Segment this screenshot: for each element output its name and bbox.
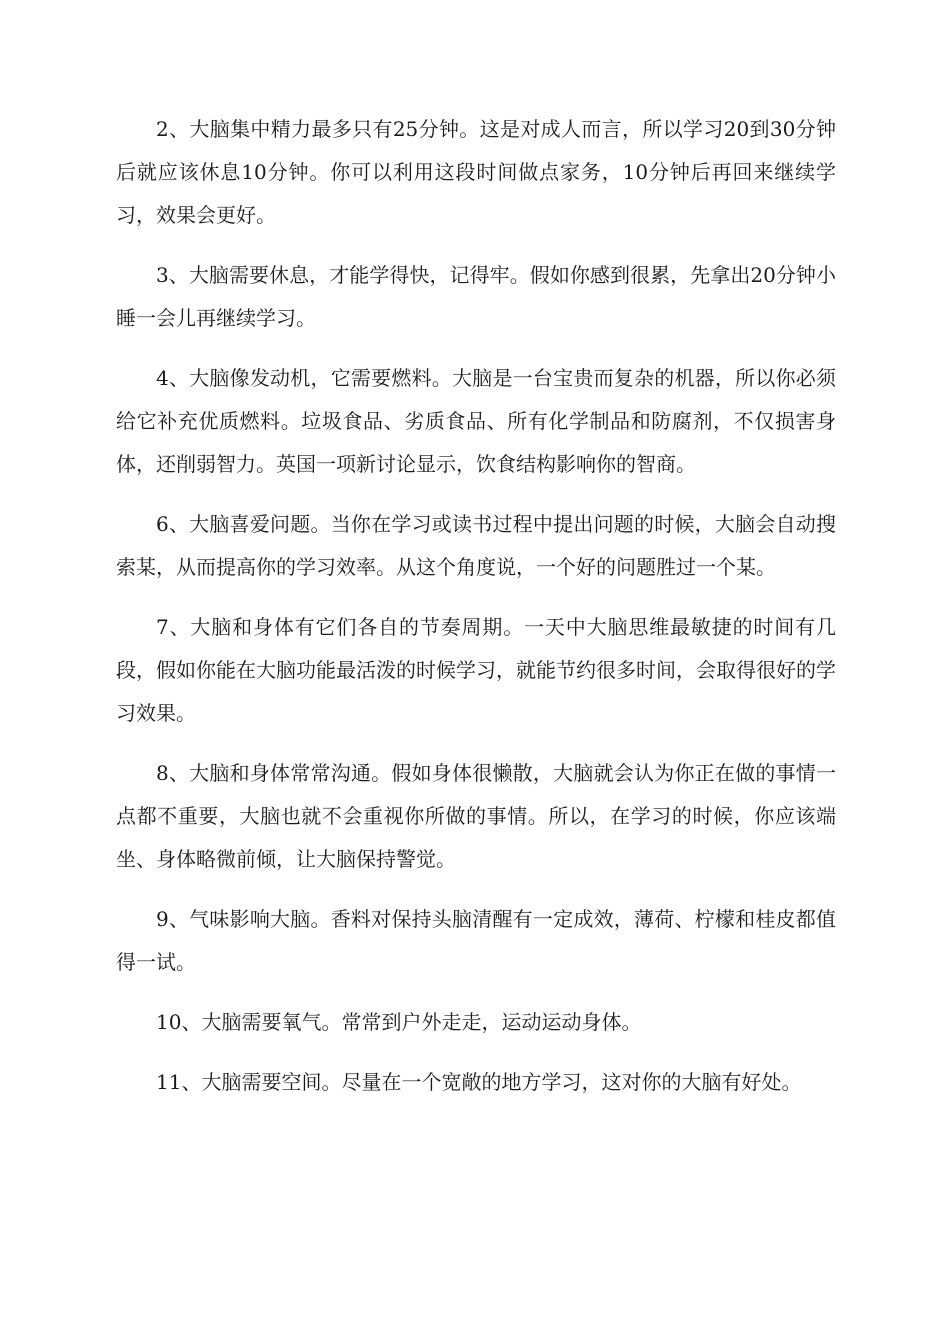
paragraph-tip-8: 8、大脑和身体常常沟通。假如身体很懒散，大脑就会认为你正在做的事情一点都不重要，大脑也就不会重视你所做的事情。所以，在学习的时候，你应该端坐、身体略微前倾，让大脑保持警觉。 [116,761,836,871]
paragraph-tip-2: 2、大脑集中精力最多只有25分钟。这是对成人而言，所以学习20到30分钟后就应该休息10分钟。你可以利用这段时间做点家务，10分钟后再回来继续学习，效果会更好。 [116,117,836,227]
paragraph-tip-11: 11、大脑需要空间。尽量在一个宽敞的地方学习，这对你的大脑有好处。 [156,1070,802,1094]
paragraph-tip-9: 9、气味影响大脑。香料对保持头脑清醒有一定成效，薄荷、柠檬和桂皮都值得一试。 [116,907,836,974]
document-body [116,108,836,1121]
paragraph-tip-3: 3、大脑需要休息，才能学得快，记得牢。假如你感到很累，先拿出20分钟小睡一会儿再继续学习。 [116,263,836,330]
paragraph-tip-6: 6、大脑喜爱问题。当你在学习或读书过程中提出问题的时候，大脑会自动搜索某，从而提高你的学习效率。从这个角度说，一个好的问题胜过一个某。 [116,512,836,579]
paragraph-tip-4: 4、大脑像发动机，它需要燃料。大脑是一台宝贵而复杂的机器，所以你必须给它补充优质燃料。垃圾食品、劣质食品、所有化学制品和防腐剂，不仅损害身体，还削弱智力。英国一项新讨论显示，饮食结构影响你的智商。 [116,366,836,476]
paragraph-tip-7: 7、大脑和身体有它们各自的节奏周期。一天中大脑思维最敏捷的时间有几段，假如你能在大脑功能最活泼的时候学习，就能节约很多时间，会取得很好的学习效果。 [116,615,836,725]
paragraph-tip-10: 10、大脑需要氧气。常常到户外走走，运动运动身体。 [156,1010,642,1034]
